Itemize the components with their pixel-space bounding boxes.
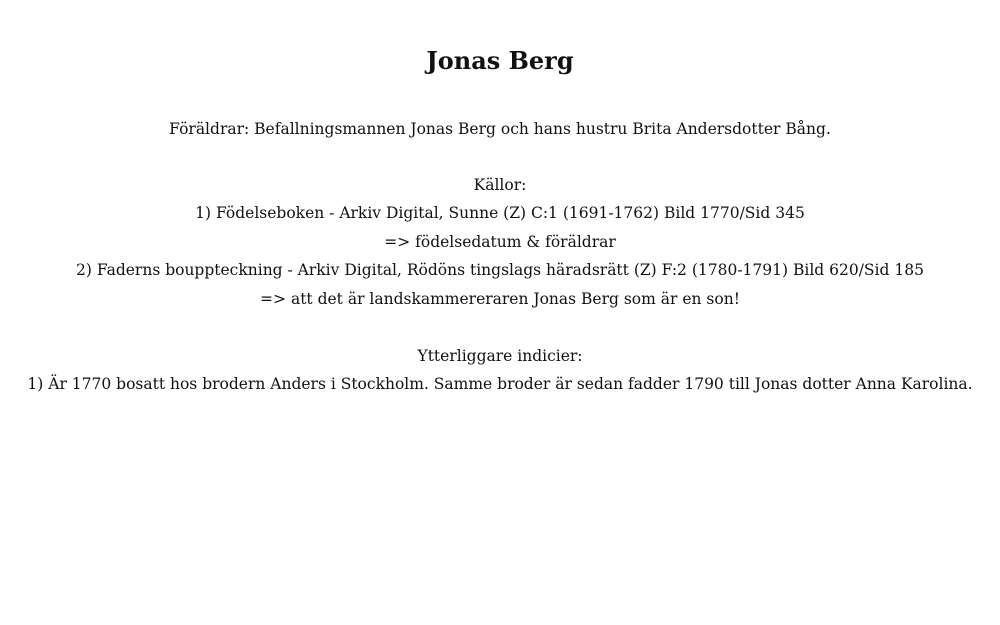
source-item: => födelsedatum & föräldrar (384, 233, 616, 251)
sources-heading: Källor: (473, 176, 527, 194)
source-item: => att det är landskammereraren Jonas Berg som är en son! (260, 290, 740, 308)
parents-text: Föräldrar: Befallningsmannen Jonas Berg och hans hustru Brita Andersdotter Bång. (169, 120, 831, 138)
source-item: 1) Födelseboken - Arkiv Digital, Sunne (Z) C:1 (1691-1762) Bild 1770/Sid 345 (195, 204, 805, 222)
indication-item: 1) Är 1770 bosatt hos brodern Anders i Stockholm. Samme broder är sedan fadder 1790 till Jonas dotter Anna Karolina. (27, 375, 973, 393)
indications-heading: Ytterliggare indicier: (417, 347, 583, 365)
page-title: Jonas Berg (426, 46, 574, 75)
source-item: 2) Faderns bouppteckning - Arkiv Digital, Rödöns tingslags häradsrätt (Z) F:2 (1780-1791) Bild 620/Sid 185 (76, 261, 924, 279)
